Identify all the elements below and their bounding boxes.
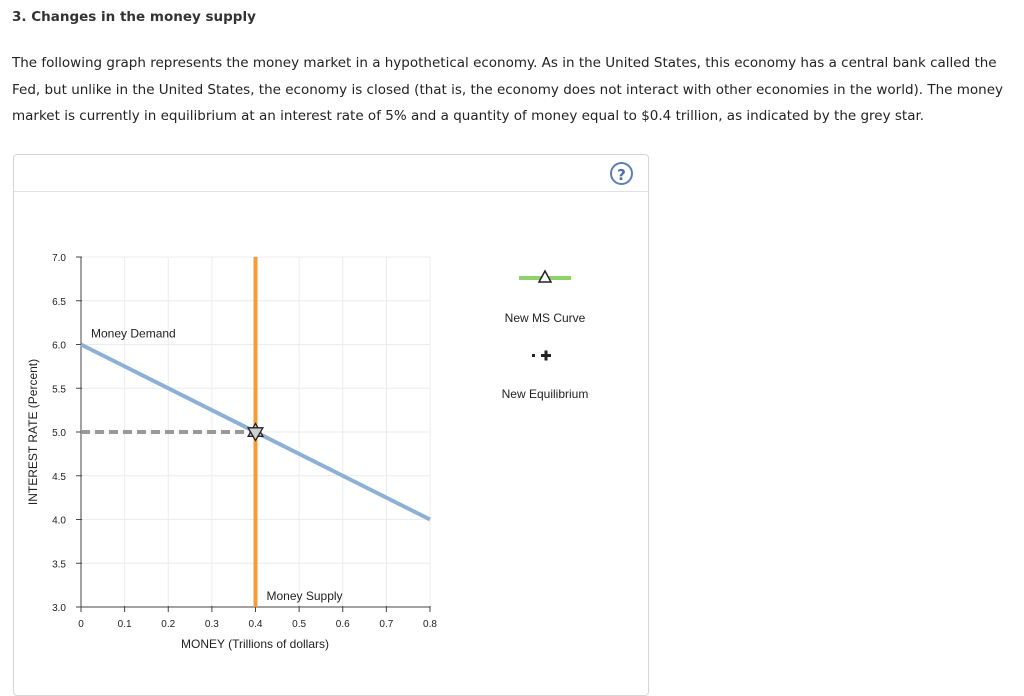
- y-tick-label: 6.0: [52, 340, 66, 352]
- x-tick-label: 0.8: [423, 619, 437, 630]
- dash-icon: [532, 354, 535, 357]
- x-tick-label: 0.1: [117, 619, 132, 630]
- x-tick-label: 0: [78, 619, 84, 630]
- money-demand-label: Money Demand: [91, 326, 176, 341]
- new-equilibrium-tool[interactable]: [532, 351, 551, 361]
- y-tick-label: 7.0: [52, 253, 66, 264]
- new-ms-curve-tool[interactable]: [519, 271, 571, 282]
- y-tick-label: 3.5: [52, 559, 66, 571]
- x-tick-label: 0.2: [161, 619, 176, 630]
- y-tick-label: 6.5: [52, 296, 66, 308]
- y-tick-label: 3.0: [52, 603, 66, 614]
- y-tick-label: 5.5: [52, 384, 66, 396]
- y-tick-label: 4.0: [52, 515, 66, 527]
- help-icon[interactable]: ?: [610, 162, 633, 185]
- x-tick-label: 0.4: [248, 619, 263, 630]
- tick-labels: [52, 253, 437, 630]
- intro-paragraph: The following graph represents the money market in a hypothetical economy. As in the United States, this economy has a central bank called the Fed, but unlike in the United States, the economy is closed (that is, the economy does not interact with other economies in the world). The money market is currently in equilibrium at an interest rate of 5% and a quantity of money equal to $0.4 trillion, as indicated by the grey star.: [12, 55, 1004, 124]
- plus-icon: [541, 351, 551, 361]
- section-heading: 3. Changes in the money supply: [12, 9, 256, 25]
- y-tick-label: 4.5: [52, 471, 66, 483]
- x-tick-label: 0.3: [204, 619, 219, 630]
- x-tick-label: 0.7: [379, 619, 394, 630]
- x-tick-label: 0.6: [335, 619, 350, 630]
- new-equilibrium-label: New Equilibrium: [501, 387, 589, 401]
- equilibrium-star-icon[interactable]: [248, 424, 263, 441]
- new-ms-curve-label: New MS Curve: [504, 311, 586, 325]
- x-tick-label: 0.5: [292, 619, 307, 630]
- money-supply-label: Money Supply: [266, 589, 343, 603]
- x-axis-label: MONEY (Trillions of dollars): [180, 637, 330, 651]
- y-tick-label: 5.0: [52, 428, 66, 439]
- y-axis-label: INTEREST RATE (Percent): [26, 358, 40, 506]
